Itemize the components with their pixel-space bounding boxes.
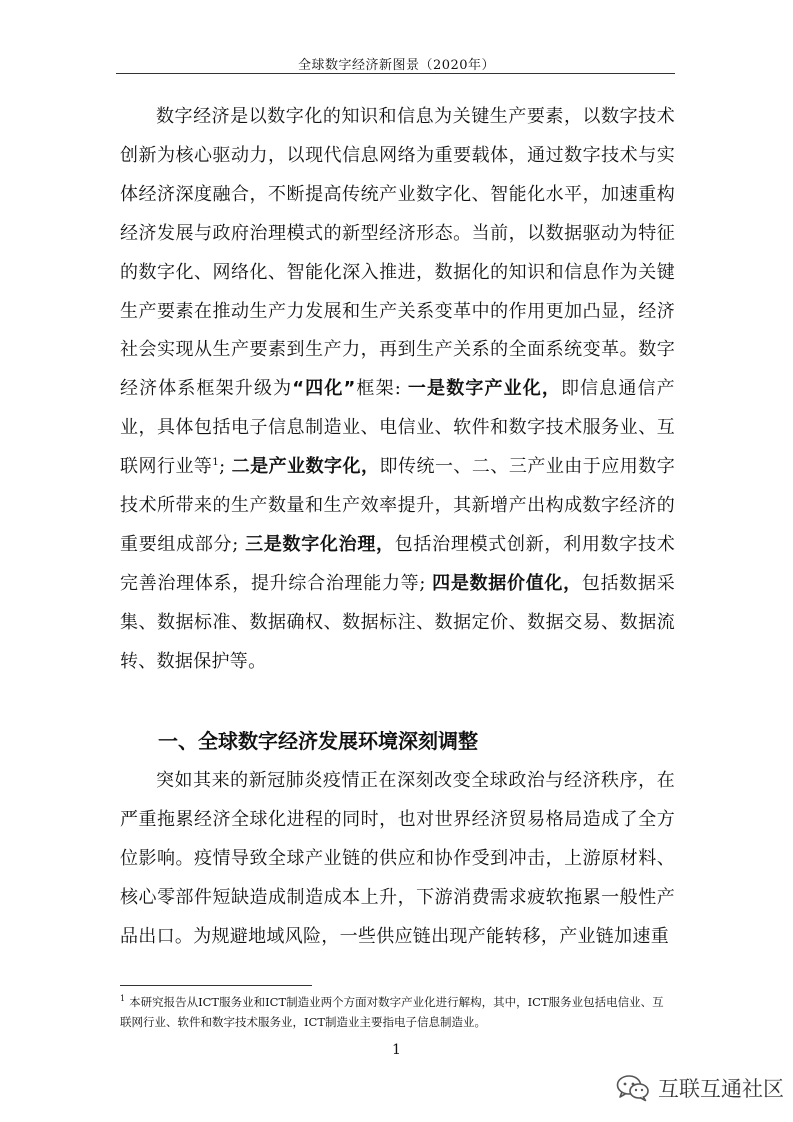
intro-paragraph [120, 98, 675, 682]
point-two-text: 即传统一、二、三产业由于应用数字技术所带来的生产数量和生产效率提升，其新增产出构成数字经济的重要组成部分; [120, 456, 675, 555]
footnote [120, 992, 675, 1032]
footnote-text: 本研究报告从ICT服务业和ICT制造业两个方面对数字产业化进行解构，其中，ICT服务业包括电信业、互联网行业、软件和数字技术服务业，ICT制造业主要指电子信息制造业。 [120, 995, 664, 1029]
point-three-title: 三是数字化治理， [245, 533, 395, 555]
point-one-text: 即信息通信产业，具体包括电子信息制造业、电信业、软件和数字技术服务业、互联网行业等 [120, 378, 675, 478]
section-paragraph-block [120, 762, 675, 957]
section-heading: 一、全球数字经济发展环境深刻调整 [158, 729, 478, 753]
intro-text-1: 数字经济是以数字化的知识和信息为关键生产要素，以数字技术创新为核心驱动力，以现代信息网络为重要载体，通过数字技术与实体经济深度融合，不断提高传统产业数字化、智能化水平，加速重构经济发展与政府治理模式的新型经济形态。当前，以数据驱动为特征的数字化、网络化、智能化深入推进，数据化的知识和信息作为关键生产要素在推动生产力发展和生产关系变革中的作用更加凸显，经济社会实现从生产要素到生产力，再到生产关系的全面系统变革。数字经济体系框架升级为 [120, 106, 675, 400]
wechat-icon [616, 1074, 650, 1102]
four-modernizations-term: “四化” [292, 378, 356, 400]
point-four-text: 包括数据采集、数据标准、数据确权、数据标注、数据定价、数据交易、数据流转、数据保护等。 [120, 572, 676, 672]
footnote-rule [120, 985, 312, 986]
intro-text-3: ; [219, 456, 232, 478]
point-one-title: 一是数字产业化， [407, 378, 561, 400]
footnote-mark: 1 [120, 994, 126, 1004]
point-three-text: 包括治理模式创新，利用数字技术完善治理体系，提升综合治理能力等; [120, 533, 675, 594]
header-title: 全球数字经济新图景（2020年） [297, 58, 496, 73]
intro-text-2: 框架: [355, 378, 408, 400]
watermark-text: 互联互通社区 [658, 1077, 784, 1101]
page-number: 1 [392, 1042, 401, 1058]
watermark [616, 1068, 784, 1108]
intro-paragraph-block [120, 98, 675, 682]
point-two-title: 二是产业数字化， [231, 456, 380, 478]
header-rule [116, 73, 675, 74]
point-four-title: 四是数据价值化， [432, 572, 582, 594]
footnote-reference: 1 [212, 457, 220, 469]
section-paragraph: 突如其来的新冠肺炎疫情正在深刻改变全球政治与经济秩序，在严重拖累经济全球化进程的同时，也对世界经济贸易格局造成了全方位影响。疫情导致全球产业链的供应和协作受到冲击，上游原材料、核心零部件短缺造成制造成本上升，下游消费需求疲软拖累一般性产品出口。为规避地域风险，一些供应链出现产能转移，产业链加速重 [120, 770, 675, 947]
